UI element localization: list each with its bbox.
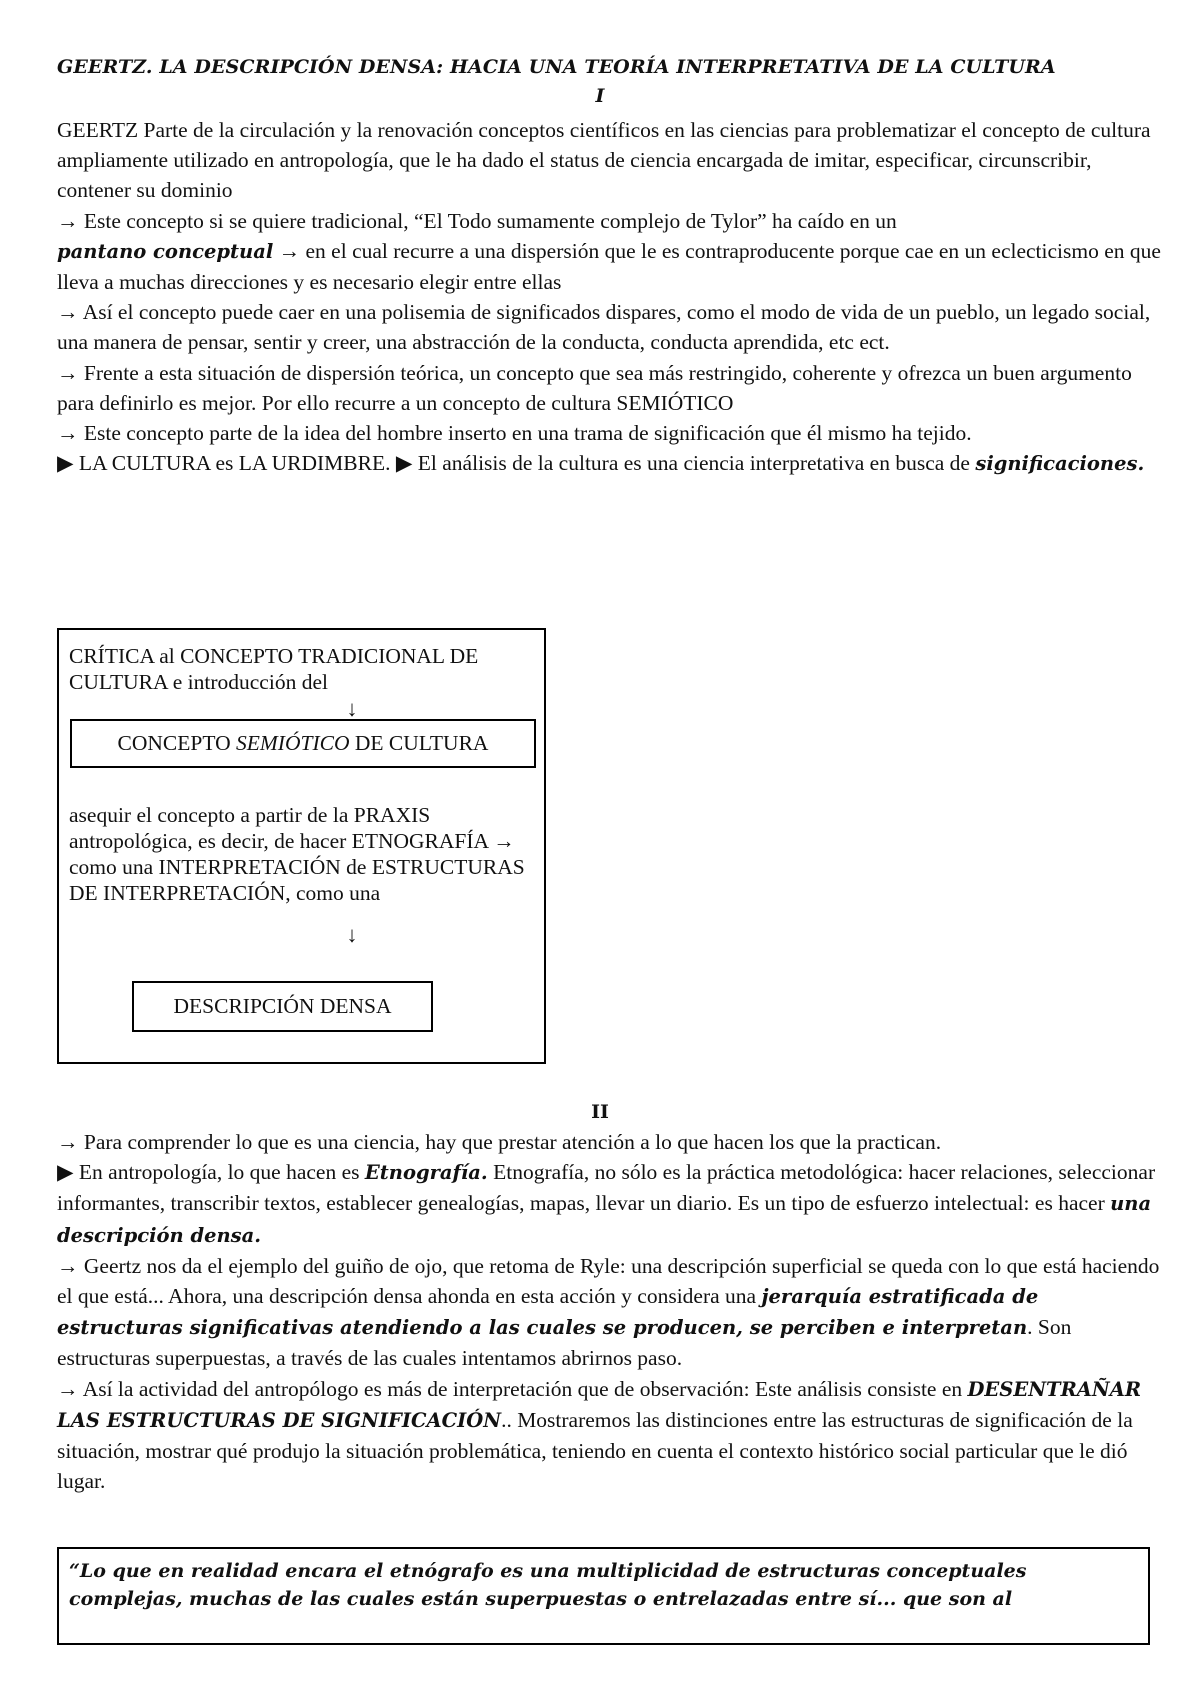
paragraph: → Frente a esta situación de dispersión teórica, un concepto que sea más restringido, coherente y ofrezca un buen argumento para definirlo es mejor. Por ello recurre a un concepto de cultura SEMIÓTICO (57, 360, 1132, 415)
paragraph-text: → en el cual recurre a una dispersión que le es contraproducente porque cae en un eclecticismo en que lleva a muchas direcciones y es necesario elegir entre ellas (57, 238, 1161, 295)
quote-box (57, 1547, 1150, 1645)
section-numeral-i: I (595, 85, 605, 107)
concept-diagram-box (57, 628, 546, 1064)
paragraph-text: → Así la actividad del antropólogo es más de interpretación que de observación: Este análisis consiste en (57, 1376, 968, 1401)
paragraph-text: ▶ LA CULTURA es LA URDIMBRE. ▶ El análisis de la cultura es una ciencia interpretativa en busca de (57, 451, 976, 476)
paragraph-text: .. Mostraremos las distinciones entre las estructuras de significación de la situación, mostrar qué produjo la situación problemática, teniendo en cuenta el contexto histórico social particular que le dió lugar. (57, 1407, 1133, 1494)
emphasis-text: jerarquía estratificada de estructuras significativas atendiendo a las cuales se producen, se perciben e interpretan (57, 1285, 1039, 1340)
paragraph: → Así el concepto puede caer en una polisemia de significados dispares, como el modo de vida de un pueblo, un legado social, una manera de pensar, sentir y creer, una abstracción de la conducta, conducta aprendida, etc ect. (57, 300, 1151, 355)
paragraph-text: . Son estructuras superpuestas, a través de las cuales intentamos abrirnos paso. (57, 1315, 1072, 1371)
semiotic-concept-box (70, 719, 536, 768)
diagram-middle-text: asequir el concepto a partir de la PRAXIS antropológica, es decir, de hacer ETNOGRAFÍA → como una INTERPRETACIÓN de ESTRUCTURAS DE INTERPRETACIÓN, como una (69, 803, 525, 905)
paragraph-text: ▶ En antropología, lo que hacen es (57, 1160, 365, 1185)
box-text: CONCEPTO (117, 731, 237, 755)
paragraph-text: → Geertz nos da el ejemplo del guiño de ojo, que retoma de Ryle: una descripción superficial se queda con lo que está haciendo el que está... Ahora, una descripción densa ahonda en esta acción y considera una (57, 1253, 1160, 1309)
emphasis-text: pantano conceptual (57, 239, 274, 263)
paragraph: → Para comprender lo que es una ciencia, hay que prestar atención a lo que hacen los que la practican. (57, 1130, 942, 1154)
emphasis-text: significaciones. (975, 452, 1145, 476)
section-2-body (57, 1127, 1167, 1496)
quote-line: “Lo que en realidad encara el etnógrafo es una multiplicidad de estructuras conceptuales (69, 1560, 1027, 1582)
emphasis-text: DESENTRAÑAR LAS ESTRUCTURAS DE SIGNIFICACIÓN (57, 1377, 1142, 1432)
document-title: GEERTZ. LA DESCRIPCIÓN DENSA: HACIA UNA TEORÍA INTERPRETATIVA DE LA CULTURA (57, 56, 1056, 78)
section-1-body (57, 115, 1167, 479)
emphasis-text: una descripción densa. (57, 1192, 1152, 1247)
down-arrow-icon: ↓ (346, 696, 358, 721)
paragraph (57, 1157, 1167, 1251)
paragraph-text: → Este concepto si se quiere tradicional, “El Todo sumamente complejo de Tylor” ha caído en un (57, 208, 897, 233)
paragraph (57, 206, 1167, 298)
box-text: DE CULTURA (349, 731, 489, 755)
paragraph (57, 1374, 1167, 1497)
quote-line: complejas, muchas de las cuales están superpuestas o entrelazadas entre sí... que son al (69, 1588, 1013, 1610)
section-numeral-ii: II (591, 1101, 609, 1123)
thick-description-box: DESCRIPCIÓN DENSA (132, 981, 433, 1032)
paragraph: → Este concepto parte de la idea del hombre inserto en una trama de significación que él mismo ha tejido. (57, 421, 972, 446)
paragraph (57, 448, 1167, 479)
box-text-italic: SEMIÓTICO (236, 731, 350, 755)
paragraph-text: Etnografía, no sólo es la práctica metodológica: hacer relaciones, seleccionar informantes, transcribir textos, establecer genealogías, mapas, llevar un diario. Es un tipo de esfuerzo intelectual: es hacer (57, 1160, 1156, 1216)
diagram-top-text: CRÍTICA al CONCEPTO TRADICIONAL DE CULTURA e introducción del (69, 644, 479, 694)
paragraph (57, 1251, 1167, 1374)
emphasis-text: Etnografía. (364, 1161, 488, 1185)
paragraph: GEERTZ Parte de la circulación y la renovación conceptos científicos en las ciencias para problematizar el concepto de cultura ampliamente utilizado en antropología, que le ha dado el status de ciencia encargada de imitar, especificar, circunscribir, contener su dominio (57, 118, 1151, 203)
down-arrow-icon: ↓ (346, 922, 358, 947)
